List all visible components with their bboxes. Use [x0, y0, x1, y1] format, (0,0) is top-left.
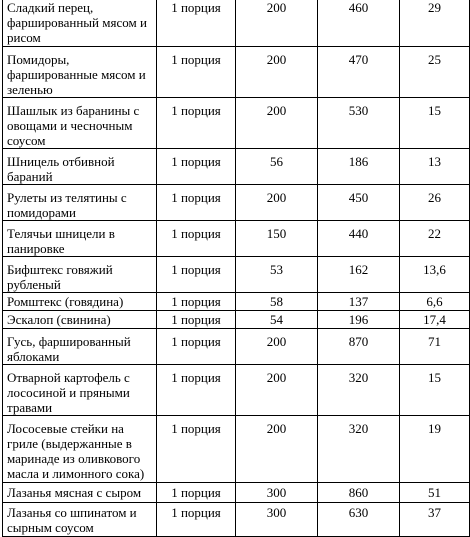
dish-name-cell: Гусь, фаршированный яблоками [3, 329, 157, 365]
dish-name-cell: Лососевые стейки на гриле (выдержанные в маринаде из оливкового масла и лимонного сока) [3, 416, 157, 483]
table-row [3, 221, 470, 257]
portion-cell: 1 порция [157, 365, 236, 416]
portion-cell: 1 порция [157, 293, 236, 311]
dish-name-cell: Лазанья со шпинатом и сырным соусом [3, 503, 157, 537]
energy-cell: 137 [318, 293, 400, 311]
table-row [3, 0, 470, 47]
energy-cell: 530 [318, 98, 400, 149]
weight-cell: 200 [236, 185, 318, 221]
value-cell: 6,6 [400, 293, 470, 311]
energy-cell: 196 [318, 311, 400, 329]
value-cell: 26 [400, 185, 470, 221]
nutrition-table [2, 0, 470, 537]
table-row [3, 503, 470, 537]
weight-cell: 200 [236, 416, 318, 483]
table-row [3, 47, 470, 98]
dish-name-cell: Телячьи шницели в панировке [3, 221, 157, 257]
energy-cell: 870 [318, 329, 400, 365]
portion-cell: 1 порция [157, 257, 236, 293]
weight-cell: 58 [236, 293, 318, 311]
table-row [3, 483, 470, 503]
table-row [3, 257, 470, 293]
weight-cell: 300 [236, 483, 318, 503]
table-row [3, 185, 470, 221]
dish-name-cell: Шницель отбивной бараний [3, 149, 157, 185]
value-cell: 15 [400, 98, 470, 149]
dish-name-cell: Рулеты из телятины с помидорами [3, 185, 157, 221]
energy-cell: 440 [318, 221, 400, 257]
weight-cell: 200 [236, 47, 318, 98]
energy-cell: 450 [318, 185, 400, 221]
table-row [3, 293, 470, 311]
dish-name-cell: Лазанья мясная с сыром [3, 483, 157, 503]
weight-cell: 200 [236, 98, 318, 149]
weight-cell: 54 [236, 311, 318, 329]
portion-cell: 1 порция [157, 503, 236, 537]
portion-cell: 1 порция [157, 221, 236, 257]
energy-cell: 320 [318, 365, 400, 416]
weight-cell: 200 [236, 329, 318, 365]
energy-cell: 470 [318, 47, 400, 98]
dish-name-cell: Отварной картофель с лососиной и пряными травами [3, 365, 157, 416]
energy-cell: 186 [318, 149, 400, 185]
table-row [3, 149, 470, 185]
portion-cell: 1 порция [157, 311, 236, 329]
weight-cell: 150 [236, 221, 318, 257]
table-row [3, 98, 470, 149]
value-cell: 29 [400, 0, 470, 47]
table-row [3, 329, 470, 365]
weight-cell: 56 [236, 149, 318, 185]
value-cell: 13 [400, 149, 470, 185]
weight-cell: 200 [236, 365, 318, 416]
weight-cell: 200 [236, 0, 318, 47]
energy-cell: 320 [318, 416, 400, 483]
dish-name-cell: Помидоры, фаршированные мясом и зеленью [3, 47, 157, 98]
portion-cell: 1 порция [157, 416, 236, 483]
dish-name-cell: Шашлык из баранины с овощами и чесночным соусом [3, 98, 157, 149]
portion-cell: 1 порция [157, 47, 236, 98]
value-cell: 19 [400, 416, 470, 483]
portion-cell: 1 порция [157, 149, 236, 185]
energy-cell: 860 [318, 483, 400, 503]
value-cell: 13,6 [400, 257, 470, 293]
weight-cell: 53 [236, 257, 318, 293]
value-cell: 71 [400, 329, 470, 365]
value-cell: 17,4 [400, 311, 470, 329]
energy-cell: 162 [318, 257, 400, 293]
dish-name-cell: Сладкий перец, фаршированный мясом и рисом [3, 0, 157, 47]
portion-cell: 1 порция [157, 0, 236, 47]
portion-cell: 1 порция [157, 483, 236, 503]
table-row [3, 416, 470, 483]
portion-cell: 1 порция [157, 185, 236, 221]
weight-cell: 300 [236, 503, 318, 537]
value-cell: 37 [400, 503, 470, 537]
table-row [3, 365, 470, 416]
dish-name-cell: Ромштекс (говядина) [3, 293, 157, 311]
energy-cell: 630 [318, 503, 400, 537]
portion-cell: 1 порция [157, 329, 236, 365]
value-cell: 22 [400, 221, 470, 257]
nutrition-table-body [3, 0, 470, 537]
energy-cell: 460 [318, 0, 400, 47]
value-cell: 15 [400, 365, 470, 416]
dish-name-cell: Бифштекс говяжий рубленый [3, 257, 157, 293]
table-row [3, 311, 470, 329]
portion-cell: 1 порция [157, 98, 236, 149]
value-cell: 25 [400, 47, 470, 98]
dish-name-cell: Эскалоп (свинина) [3, 311, 157, 329]
value-cell: 51 [400, 483, 470, 503]
